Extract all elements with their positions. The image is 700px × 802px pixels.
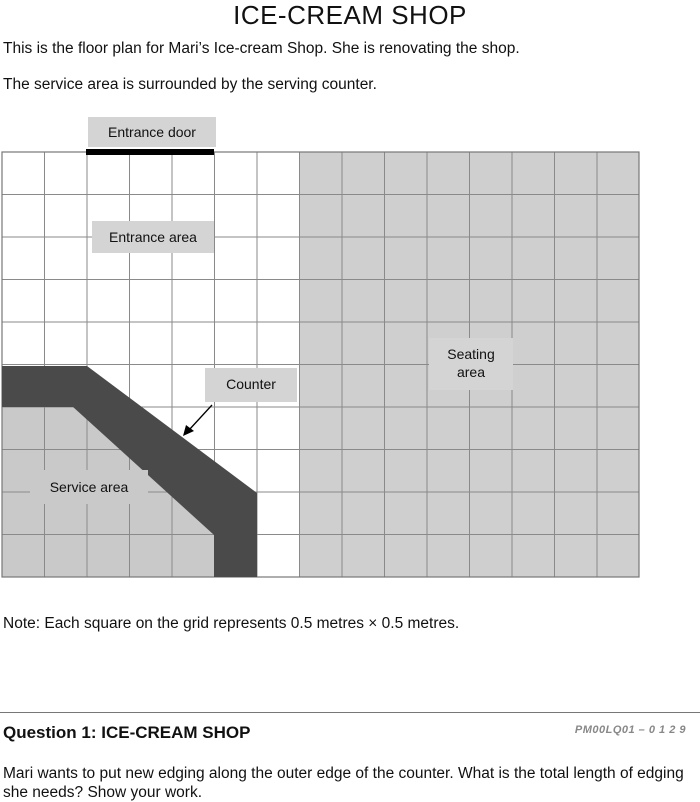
question-code: PM00LQ01 – 0 1 2 9	[574, 724, 686, 736]
intro-paragraph-2: The service area is surrounded by the serving counter.	[3, 76, 377, 93]
grid-scale-note: Note: Each square on the grid represents 0.5 metres × 0.5 metres.	[3, 615, 460, 632]
counter-label: Counter	[226, 376, 276, 392]
page-title: ICE-CREAM SHOP	[233, 0, 467, 30]
entrance-area-label: Entrance area	[109, 229, 197, 245]
floor-plan	[0, 115, 700, 585]
seating-area-label-line2: area	[456, 364, 486, 380]
seating-area-label-line1: Seating	[447, 346, 495, 362]
section-divider	[0, 712, 700, 713]
entrance-door	[86, 149, 214, 155]
service-area-label: Service area	[49, 479, 129, 495]
question-text: Mari wants to put new edging along the outer edge of the counter. What is the total length of edging she needs? Show your work.	[3, 765, 684, 801]
intro-paragraph-1: This is the floor plan for Mari’s Ice-cream Shop. She is renovating the shop.	[3, 40, 520, 57]
entrance-door-label: Entrance door	[108, 124, 196, 140]
counter-arrow-line	[189, 405, 212, 430]
question-title: Question 1: ICE-CREAM SHOP	[3, 723, 251, 742]
